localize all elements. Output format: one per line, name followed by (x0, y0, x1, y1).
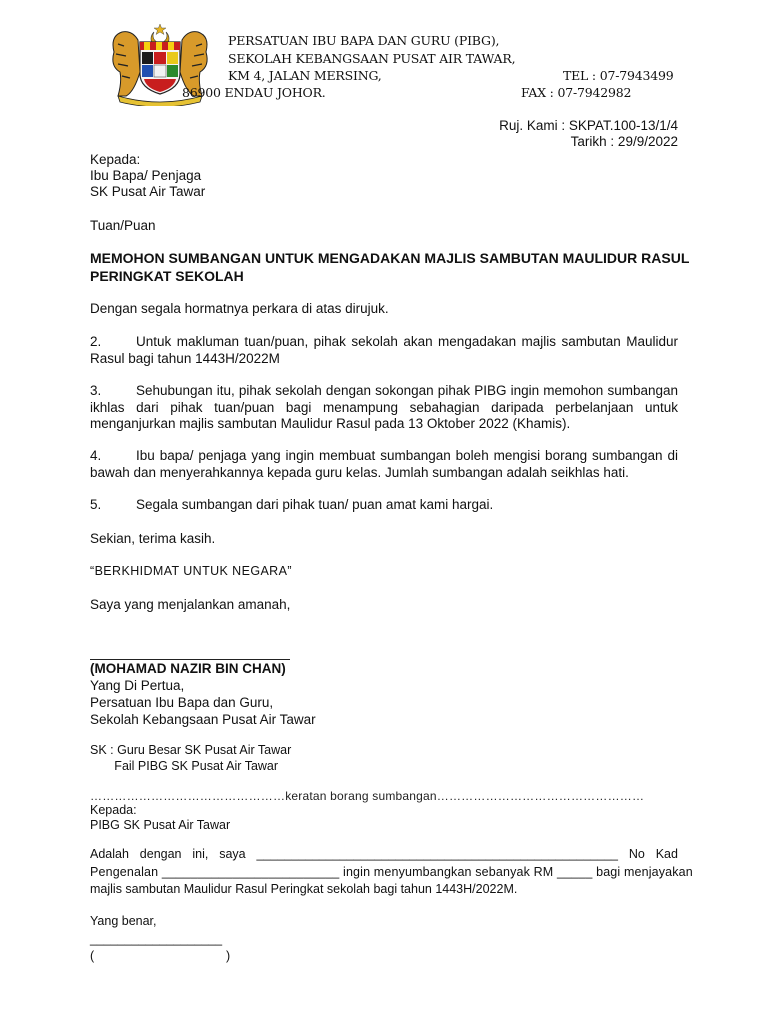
form-word: dengan (139, 847, 182, 861)
letterhead-school: SEKOLAH KEBANGSAAN PUSAT AIR TAWAR, (228, 51, 516, 66)
letterhead-org: PERSATUAN IBU BAPA DAN GURU (PIBG), (228, 33, 500, 48)
paragraph-3 (90, 383, 678, 433)
name-blank[interactable]: ____________________________________________________ (256, 847, 618, 861)
salutation: Tuan/Puan (90, 218, 156, 233)
form-word: No (628, 847, 645, 861)
amanah-line: Saya yang menjalankan amanah, (90, 597, 291, 612)
recipient-line-2: SK Pusat Air Tawar (90, 184, 206, 199)
letterhead-address-2: 86900 ENDAU JOHOR. (182, 85, 326, 100)
form-word: ini, (192, 847, 209, 861)
paragraph-number: 5. (90, 497, 102, 512)
paragraph-number: 4. (90, 448, 102, 463)
signatory-title-2: Persatuan Ibu Bapa dan Guru, (90, 695, 274, 710)
letterhead-tel: TEL : 07-7943499 (563, 68, 674, 83)
form-signature-blank[interactable]: ___________________ (90, 932, 223, 946)
form-word: Kad (655, 847, 678, 861)
form-row-1 (90, 846, 678, 862)
closing-line: Sekian, terima kasih. (90, 531, 216, 546)
form-name-close-paren: ) (226, 949, 231, 963)
form-name-open-paren: ( (90, 949, 95, 963)
paragraph-text: Untuk makluman tuan/puan, pihak sekolah akan mengadakan majlis sambutan Maulidur Rasul bagi tahun 1443H/2022M (90, 334, 678, 366)
paragraph-text: Ibu bapa/ penjaga yang ingin membuat sumbangan boleh mengisi borang sumbangan di bawah dan menyerahkannya kepada guru kelas. Jumlah sumbangan adalah seikhlas hati. (90, 448, 678, 480)
letter-date: Tarikh : 29/9/2022 (570, 134, 678, 149)
cc-line-2: Fail PIBG SK Pusat Air Tawar (90, 759, 279, 773)
form-recipient: PIBG SK Pusat Air Tawar (90, 818, 231, 832)
cut-line: …………………………………………keratan borang sumbangan…………………………………………… (90, 789, 645, 803)
paragraph-number: 2. (90, 334, 102, 349)
recipient-label: Kepada: (90, 152, 141, 167)
signatory-title-3: Sekolah Kebangsaan Pusat Air Tawar (90, 712, 316, 727)
yang-benar: Yang benar, (90, 914, 157, 928)
reference-number: Ruj. Kami : SKPAT.100-13/1/4 (499, 118, 678, 133)
cc-line-1: SK : Guru Besar SK Pusat Air Tawar (90, 743, 292, 757)
signatory-name: (MOHAMAD NAZIR BIN CHAN) (90, 661, 286, 676)
paragraph-2 (90, 334, 678, 367)
signatory-title-1: Yang Di Pertua, (90, 678, 185, 693)
letterhead-fax: FAX : 07-7942982 (521, 85, 632, 100)
form-row-3: majlis sambutan Maulidur Rasul Peringkat sekolah bagi tahun 1443H/2022M. (90, 882, 518, 896)
form-word: Adalah (90, 847, 129, 861)
paragraph-text: Sehubungan itu, pihak sekolah dengan sokongan pihak PIBG ingin memohon sumbangan ikhlas dari pihak tuan/puan bagi menampung sebahagian daripada perbelanjaan untuk menganjurkan majlis sambutan Maulidur Rasul pada 13 Oktober 2022 (Khamis). (90, 383, 678, 431)
paragraph-number: 3. (90, 383, 102, 398)
letterhead-address-1: KM 4, JALAN MERSING, (228, 68, 382, 83)
motto: “BERKHIDMAT UNTUK NEGARA” (90, 564, 292, 578)
form-recipient-label: Kepada: (90, 803, 137, 817)
opening-line: Dengan segala hormatnya perkara di atas dirujuk. (90, 301, 389, 316)
paragraph-4 (90, 448, 678, 481)
form-word: saya (219, 847, 246, 861)
form-row-2[interactable]: Pengenalan _________________________ ingin menyumbangkan sebanyak RM _____ bagi menjayakan (90, 865, 693, 879)
paragraph-5 (90, 497, 678, 514)
letter-subject: MEMOHON SUMBANGAN UNTUK MENGADAKAN MAJLIS SAMBUTAN MAULIDUR RASUL PERINGKAT SEKOLAH (90, 250, 690, 284)
paragraph-text: Segala sumbangan dari pihak tuan/ puan amat kami hargai. (136, 497, 494, 512)
recipient-line-1: Ibu Bapa/ Penjaga (90, 168, 202, 183)
